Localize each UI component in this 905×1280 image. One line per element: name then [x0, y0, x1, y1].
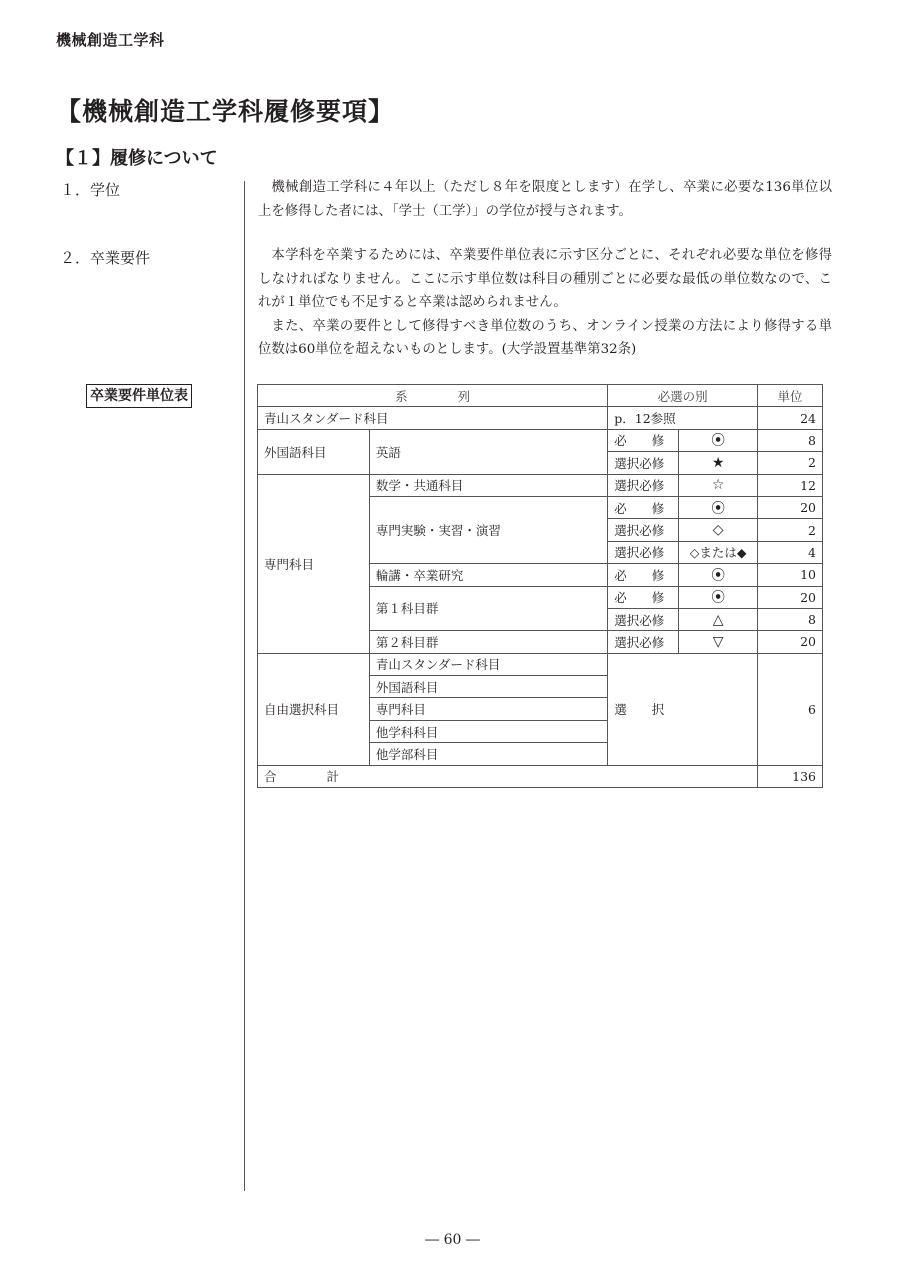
credits-cell: 20 — [758, 496, 823, 518]
degree-label: １．学位 — [60, 181, 121, 199]
graduation-label: ２．卒業要件 — [60, 249, 151, 267]
requirement-type: 選択必修 — [608, 474, 679, 496]
credits-cell: 8 — [758, 608, 823, 630]
total-credits: 136 — [758, 765, 823, 787]
requirement-type: 選択必修 — [608, 541, 679, 563]
total-label: 合 計 — [258, 765, 758, 787]
column-divider — [244, 181, 245, 1191]
specialized-group: 専門科目 — [258, 474, 370, 653]
credits-cell: 2 — [758, 452, 823, 474]
credits-cell: 8 — [758, 429, 823, 451]
requirement-symbol: ☆ — [679, 474, 758, 496]
aoyama-standard-credits: 24 — [758, 407, 823, 429]
table-row — [258, 429, 823, 451]
requirement-symbol: ▽ — [679, 631, 758, 653]
requirement-symbol: ◇ — [679, 519, 758, 541]
requirement-symbol: ◇または◆ — [679, 541, 758, 563]
table-label: 卒業要件単位表 — [86, 384, 192, 408]
requirement-symbol: △ — [679, 608, 758, 630]
header-credits: 単位 — [758, 385, 823, 407]
credits-cell: 20 — [758, 631, 823, 653]
aoyama-standard-note: p．12参照 — [608, 407, 758, 429]
credits-cell: 2 — [758, 519, 823, 541]
table-total-row — [258, 765, 823, 787]
requirement-type: 必 修 — [608, 496, 679, 518]
requirement-symbol: ⦿ — [679, 429, 758, 451]
table-row — [258, 474, 823, 496]
graduation-text — [258, 244, 832, 362]
header-required-elective: 必選の別 — [608, 385, 758, 407]
group1-subject: 第１科目群 — [369, 586, 607, 631]
credits-cell: 20 — [758, 586, 823, 608]
math-common-subject: 数学・共通科目 — [369, 474, 607, 496]
section-title: 【１】履修について — [56, 148, 218, 169]
requirement-type: 選択必修 — [608, 608, 679, 630]
free-elective-subject: 他学部科目 — [369, 743, 607, 765]
requirement-symbol: ⦿ — [679, 496, 758, 518]
requirement-type: 必 修 — [608, 586, 679, 608]
degree-text — [258, 176, 832, 223]
requirement-symbol: ⦿ — [679, 586, 758, 608]
requirement-type: 必 修 — [608, 564, 679, 586]
free-elective-subject: 専門科目 — [369, 698, 607, 720]
running-head: 機械創造工学科 — [56, 31, 165, 49]
requirement-type: 選択必修 — [608, 631, 679, 653]
english-subject: 英語 — [369, 429, 607, 474]
credits-cell: 10 — [758, 564, 823, 586]
free-elective-type: 選 択 — [608, 653, 758, 765]
credits-cell: 12 — [758, 474, 823, 496]
free-elective-subject: 外国語科目 — [369, 676, 607, 698]
table-row — [258, 407, 823, 429]
free-elective-credits: 6 — [758, 653, 823, 765]
requirement-type: 必 修 — [608, 429, 679, 451]
page-number: ― 60 ― — [425, 1232, 480, 1248]
group2-subject: 第２科目群 — [369, 631, 607, 653]
experiments-subject: 専門実験・実習・演習 — [369, 496, 607, 563]
requirement-type: 選択必修 — [608, 519, 679, 541]
aoyama-standard-name: 青山スタンダード科目 — [258, 407, 608, 429]
credits-cell: 4 — [758, 541, 823, 563]
page-title: 【機械創造工学科履修要項】 — [56, 97, 395, 126]
table-row — [258, 653, 823, 675]
requirement-type: 選択必修 — [608, 452, 679, 474]
graduation-requirements-table — [257, 384, 823, 788]
requirement-symbol: ⦿ — [679, 564, 758, 586]
free-elective-subject: 他学科科目 — [369, 720, 607, 742]
graduation-paragraph-1: 本学科を卒業するためには、卒業要件単位表に示す区分ごとに、それぞれ必要な単位を修得しなければなりません。ここに示す単位数は科目の種別ごとに必要な最低の単位数なので、これが１単位でも不足すると卒業は認められません。 — [258, 248, 832, 310]
table-header-row — [258, 385, 823, 407]
foreign-language-group: 外国語科目 — [258, 429, 370, 474]
free-elective-subject: 青山スタンダード科目 — [369, 653, 607, 675]
header-series: 系 列 — [258, 385, 608, 407]
free-elective-group: 自由選択科目 — [258, 653, 370, 765]
requirement-symbol: ★ — [679, 452, 758, 474]
seminar-subject: 輪講・卒業研究 — [369, 564, 607, 586]
degree-paragraph: 機械創造工学科に４年以上（ただし８年を限度とします）在学し、卒業に必要な136単位以上を修得した者には、「学士（工学）」の学位が授与されます。 — [258, 180, 832, 219]
graduation-paragraph-2: また、卒業の要件として修得すべき単位数のうち、オンライン授業の方法により修得する単位数は60単位を超えないものとします。(大学設置基準第32条) — [258, 318, 832, 357]
